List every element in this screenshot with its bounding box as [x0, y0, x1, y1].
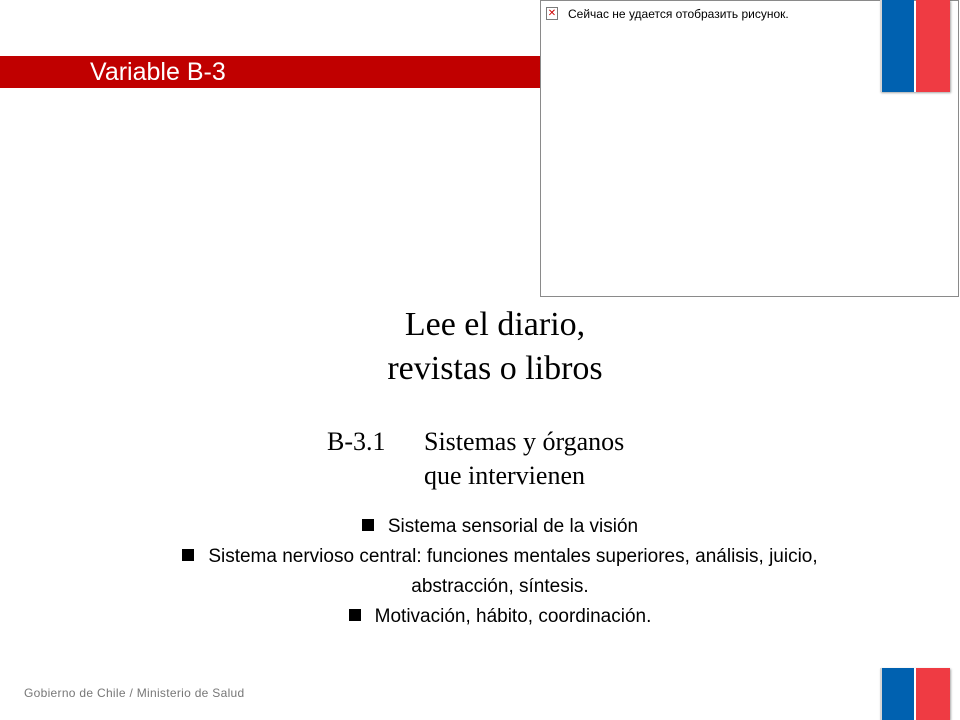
- bullet-list: [60, 512, 940, 632]
- square-bullet-icon: [362, 519, 374, 531]
- broken-image-icon: ✕: [547, 8, 557, 19]
- bullet-item: [60, 602, 940, 632]
- section-subtitle-line: que intervienen: [424, 461, 585, 490]
- chile-flag-logo-top: [880, 0, 950, 92]
- slide-title-line: Lee el diario,: [404, 306, 586, 343]
- square-bullet-icon: [182, 549, 194, 561]
- bullet-item: [60, 512, 940, 542]
- footer-text: Gobierno de Chile / Ministerio de Salud: [24, 686, 245, 700]
- slide-header-title: Variable B-3: [90, 58, 226, 86]
- bullet-text: abstracción, síntesis.: [411, 576, 589, 597]
- slide-title: [290, 303, 700, 391]
- section-subtitle-line: Sistemas y órganos: [424, 427, 625, 456]
- bullet-text: Sistema nervioso central: funciones mentales superiores, análisis, juicio,: [208, 546, 818, 567]
- bullet-text: Sistema sensorial de la visión: [387, 516, 639, 537]
- broken-image-message: Сейчас не удается отобразить рисунок.: [568, 7, 789, 21]
- bullet-text: Motivación, hábito, coordinación.: [374, 606, 652, 627]
- square-bullet-icon: [349, 609, 361, 621]
- bullet-continuation: [60, 572, 940, 602]
- section-code: B-3.1: [327, 427, 386, 456]
- section-subtitle-text: [424, 425, 684, 493]
- bullet-item: [60, 542, 940, 572]
- chile-flag-logo-bottom: [880, 668, 950, 720]
- header-band: [0, 56, 541, 88]
- slide-title-line: revistas o libros: [387, 350, 603, 387]
